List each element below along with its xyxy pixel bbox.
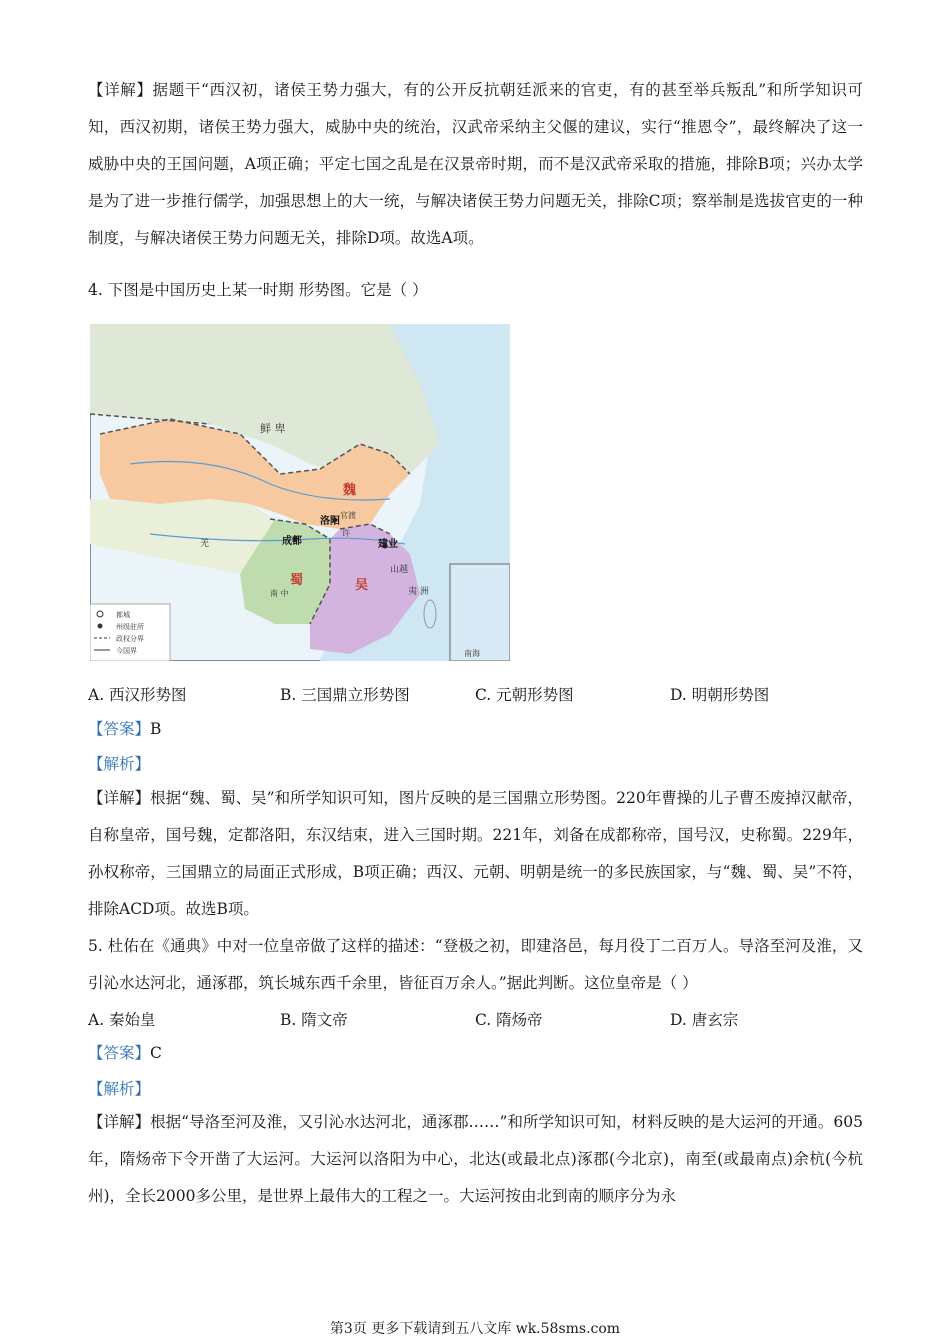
q4-detail: 【详解】根据“魏、蜀、吴”和所学知识可知，图片反映的是三国鼎立形势图。220年曹操的儿子曹丕废掉汉献帝，自称皇帝，国号魏，定都洛阳，东汉结束，进入三国时期。221年，刘备在成都称帝，国号汉，史称蜀。229年，孙权称帝，三国鼎立的局面正式形成，B项正确；西汉、元朝、明朝是统一的多民族国家，与“魏、蜀、吴”不符，排除ACD项。故选B项。	[88, 789, 863, 918]
label-xu: 许	[342, 529, 350, 538]
q5-answer-tag: 【答案】	[88, 1044, 151, 1062]
q5-question: 5. 杜佑在《通典》中对一位皇帝做了这样的描述：“登极之初，即建洛邑，每月役丁二百万人。导洛至河及淮，又引沁水达河北，通涿郡，筑长城东西千余里，皆征百万余人。”据此判断。这位皇帝是（ ）	[88, 937, 863, 992]
q5-analysis-tag: 【解析】	[88, 1080, 151, 1098]
q4-answer	[88, 718, 161, 740]
q4-answer-tag: 【答案】	[88, 720, 151, 738]
q4-answer-value: B	[150, 720, 162, 738]
q4-question: 4. 下图是中国历史上某一时期 形势图。它是（ ）	[88, 281, 428, 299]
label-qiang: 羌	[200, 539, 210, 549]
label-wei: 魏	[343, 483, 357, 498]
q5-option-a: A. 秦始皇	[88, 1011, 156, 1029]
label-nanhai: 南海	[464, 649, 480, 658]
q5-option-b: B. 隋文帝	[280, 1011, 348, 1029]
label-yizhou: 夷 洲	[408, 587, 429, 597]
label-guandu: 官渡	[340, 511, 356, 520]
q5-detail: 【详解】根据“导洛至河及淮，又引沁水达河北，通涿郡……”和所学知识可知，材料反映的是大运河的开通。605年，隋炀帝下令开凿了大运河。大运河以洛阳为中心，北达(或最北点)涿郡(今北京)，南至(或最南点)余杭(今杭州)，全长2000多公里，是世界上最伟大的工程之一。大运河按由北到南的顺序分为永	[88, 1113, 863, 1205]
label-shanyue: 山越	[390, 565, 409, 575]
q5-option-d: D. 唐玄宗	[670, 1011, 739, 1029]
label-luoyang: 洛阳	[320, 516, 340, 527]
q4-option-a: A. 西汉形势图	[88, 686, 187, 704]
legend-capital: 都城	[116, 611, 130, 619]
q4-analysis-tag: 【解析】	[88, 755, 151, 773]
label-nanzhong: 南 中	[270, 589, 289, 598]
q5-answer	[88, 1042, 162, 1064]
label-wu: 吴	[355, 578, 369, 593]
q3-detail: 【详解】据题干“西汉初，诸侯王势力强大，有的公开反抗朝廷派来的官吏，有的甚至举兵叛乱”和所学知识可知，西汉初期，诸侯王势力强大，威胁中央的统治，汉武帝采纳主父偃的建议，实行“推恩令”，最终解决了这一威胁中央的王国问题，A项正确；平定七国之乱是在汉景帝时期，而不是汉武帝采取的措施，排除B项；兴办太学是为了进一步推行儒学，加强思想上的大一统，与解决诸侯王势力问题无关，排除C项；察举制是选拔官吏的一种制度，与解决诸侯王势力问题无关，排除D项。故选A项。	[88, 81, 863, 247]
q5-answer-value: C	[150, 1044, 162, 1062]
label-jianye: 建业	[378, 539, 398, 550]
label-xianbei: 鲜 卑	[260, 422, 286, 435]
q4-option-d: D. 明朝形势图	[670, 686, 770, 704]
page-footer: 第3页 更多下载请到五八文库 wk.58sms.com	[329, 1321, 621, 1337]
label-shu: 蜀	[290, 573, 304, 588]
q4-option-c: C. 元朝形势图	[475, 686, 574, 704]
three-kingdoms-map	[90, 324, 510, 661]
q4-option-b: B. 三国鼎立形势图	[280, 686, 410, 704]
legend-state: 州级驻所	[116, 623, 144, 631]
legend-border: 政权分界	[116, 635, 144, 643]
q5-option-c: C. 隋炀帝	[475, 1011, 543, 1029]
legend-modern: 今国界	[116, 647, 137, 655]
label-chengdu: 成都	[282, 536, 302, 547]
